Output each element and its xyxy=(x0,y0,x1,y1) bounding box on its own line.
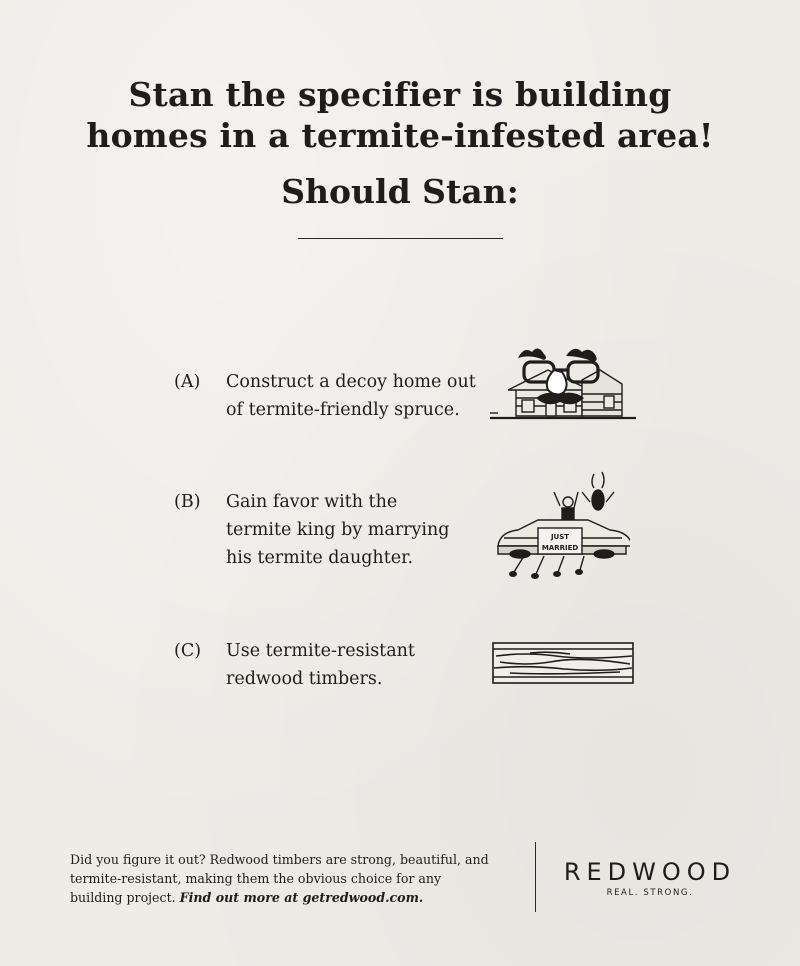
footer-cta-link-text: Find out more at getredwood.com. xyxy=(179,890,424,905)
option-letter: (C) xyxy=(174,641,202,661)
headline xyxy=(40,74,760,156)
option-text xyxy=(226,368,516,424)
option-text-line: Construct a decoy home out xyxy=(226,372,476,392)
option-text-line: his termite daughter. xyxy=(226,548,414,568)
option-letter: (B) xyxy=(174,492,201,512)
brand-logo: REDWOOD xyxy=(563,858,737,886)
option-letter: (A) xyxy=(174,372,201,392)
headline-line-1: Stan the specifier is building xyxy=(128,75,672,114)
option-text-line: termite king by marrying xyxy=(226,520,450,540)
option-text xyxy=(226,637,516,693)
footer-copy-line xyxy=(70,888,510,907)
answer-blank-line xyxy=(298,238,503,239)
option-text-line: redwood timbers. xyxy=(226,669,383,689)
disguised-house-icon xyxy=(488,340,638,422)
option-text-line: Use termite-resistant xyxy=(226,641,415,661)
option-text xyxy=(226,488,516,572)
redwood-plank-icon xyxy=(490,640,636,686)
wedding-car-icon xyxy=(494,468,630,590)
question-heading: Should Stan: xyxy=(281,172,519,211)
footer-divider xyxy=(535,842,536,912)
brand-tagline: REAL. STRONG. xyxy=(606,888,694,898)
sign-text-line-2: MARRIED xyxy=(541,544,579,552)
footer-copy xyxy=(70,850,510,907)
footer-copy-line: Did you figure it out? Redwood timbers are strong, beautiful, and xyxy=(70,852,489,867)
footer-copy-plain: building project. xyxy=(70,890,180,905)
option-text-line: of termite-friendly spruce. xyxy=(226,400,460,420)
option-text-line: Gain favor with the xyxy=(226,492,398,512)
footer-copy-line: termite-resistant, making them the obvious choice for any xyxy=(70,871,442,886)
headline-line-2: homes in a termite-infested area! xyxy=(86,116,714,155)
sign-text-line-1: JUST xyxy=(550,533,570,541)
